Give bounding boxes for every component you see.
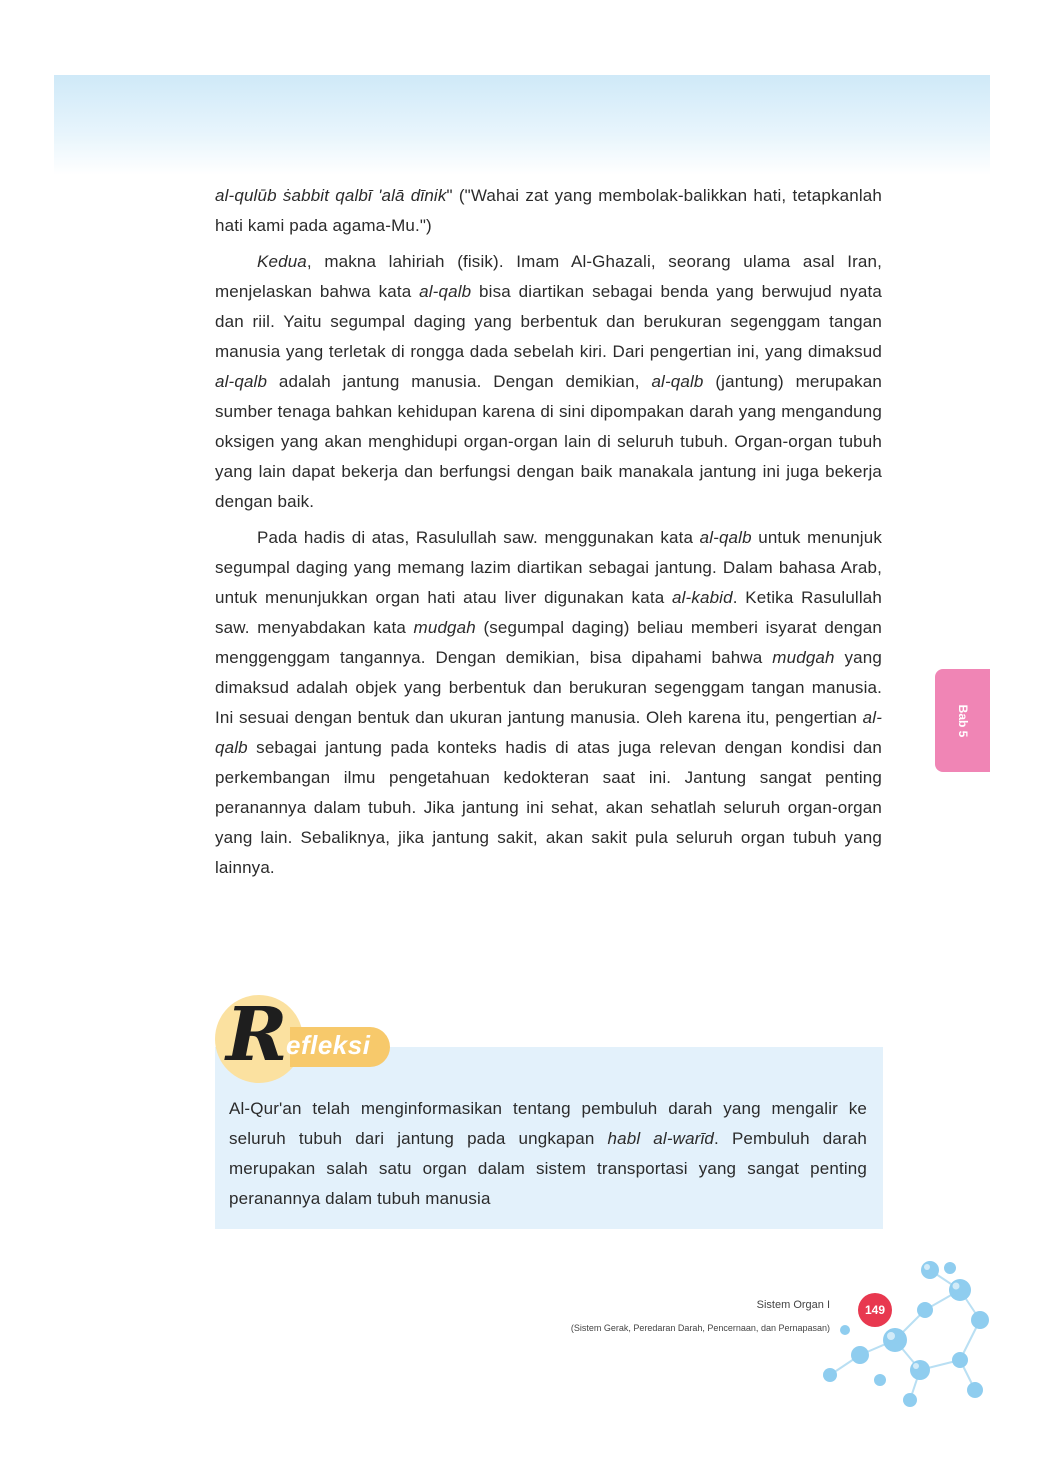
text-run: (segumpal daging) beliau memberi isyarat dengan menggenggam tangannya. Dengan demikian, bisa dipahami bahwa bbox=[215, 618, 882, 667]
text-run: untuk menunjuk segumpal daging yang memang lazim diartikan sebagai jantung. Dalam bahasa Arab, untuk menunjukkan organ hati atau liver digunakan kata bbox=[215, 528, 882, 607]
refleksi-title: efleksi bbox=[286, 1030, 371, 1060]
paragraph-makna-lahiriah bbox=[215, 247, 882, 517]
body-text bbox=[215, 181, 882, 889]
italic-term: al-kabid bbox=[671, 588, 733, 607]
chapter-tab-label: Bab 5 bbox=[955, 704, 970, 737]
footer-book-title: Sistem Organ I bbox=[756, 1299, 830, 1311]
refleksi-initial: R bbox=[226, 992, 288, 1078]
text-run: sebagai jantung pada konteks hadis di atas juga relevan dengan kondisi dan perkembangan ilmu pengetahuan kedokteran saat ini. Jantung sangat penting peranannya dalam tubuh. Jika jantung ini sehat, akan sehatlah seluruh organ-organ yang lain. Sebaliknya, jika jantung sakit, akan sakit pula seluruh organ tubuh yang lainnya. bbox=[215, 738, 882, 877]
text-run: , makna lahiriah (fisik). Imam Al-Ghazali, seorang ulama asal Iran, menjelaskan bahwa kata bbox=[215, 252, 882, 301]
text-run: Pada hadis di atas, Rasulullah saw. menggunakan kata bbox=[257, 528, 700, 547]
italic-term: al-qalb bbox=[699, 528, 752, 547]
italic-term: al-qalb bbox=[215, 372, 268, 391]
text-run: (jantung) merupakan sumber tenaga bahkan kehidupan karena di sini dipompakan darah yang mengandung oksigen yang akan menghidupi organ-organ lain di seluruh tubuh. Organ-organ tubuh yang lain dapat bekerja dan berfungsi dengan baik manakala jantung ini juga bekerja dengan baik. bbox=[215, 372, 883, 511]
chapter-side-tab[interactable] bbox=[935, 669, 990, 772]
page-number: 149 bbox=[858, 1293, 892, 1327]
paragraph-hadith-ending bbox=[215, 181, 882, 241]
text-run: . Ketika Rasulullah saw. menyabdakan kata bbox=[215, 588, 882, 637]
text-run: yang dimaksud adalah objek yang berbentuk dan berukuran segenggam tangan manusia. Ini sesuai dengan bentuk dan ukuran jantung manusia. Oleh karena itu, pengertian bbox=[215, 648, 882, 727]
footer-book-subtitle: (Sistem Gerak, Peredaran Darah, Pencernaan, dan Pernapasan) bbox=[570, 1323, 830, 1333]
text-run: adalah jantung manusia. Dengan demikian, bbox=[267, 372, 652, 391]
header-gradient-band bbox=[54, 75, 990, 175]
refleksi-text bbox=[229, 1094, 867, 1214]
italic-term: mudgah bbox=[413, 618, 476, 637]
paragraph-hadis-al-qalb bbox=[215, 523, 882, 883]
text-run: bisa diartikan sebagai benda yang berwujud nyata dan riil. Yaitu segumpal daging yang berbentuk dan berukuran segenggam tangan manusia yang terletak di rongga dada sebelah kiri. Dari pengertian ini, yang dimaksud bbox=[215, 282, 882, 361]
italic-term: al-qalb bbox=[651, 372, 704, 391]
italic-term: habl al-warīd bbox=[607, 1129, 715, 1148]
text-run: " ("Wahai zat yang membolak-balikkan hati, tetapkanlah hati kami pada agama-Mu.") bbox=[215, 186, 882, 235]
italic-term: al-qalb bbox=[419, 282, 472, 301]
text-run: Al-Qur'an telah menginformasikan tentang pembuluh darah yang mengalir ke seluruh tubuh dari jantung pada ungkapan bbox=[229, 1099, 867, 1148]
italic-term: al-qalb bbox=[215, 708, 882, 757]
text-run: . Pembuluh darah merupakan salah satu organ dalam sistem transportasi yang sangat penting peranannya dalam tubuh manusia bbox=[229, 1129, 867, 1208]
italic-term: Kedua bbox=[257, 252, 307, 271]
italic-term: al-qulūb ṡabbit qalbī 'alā dīnik bbox=[215, 186, 447, 205]
italic-term: mudgah bbox=[772, 648, 835, 667]
